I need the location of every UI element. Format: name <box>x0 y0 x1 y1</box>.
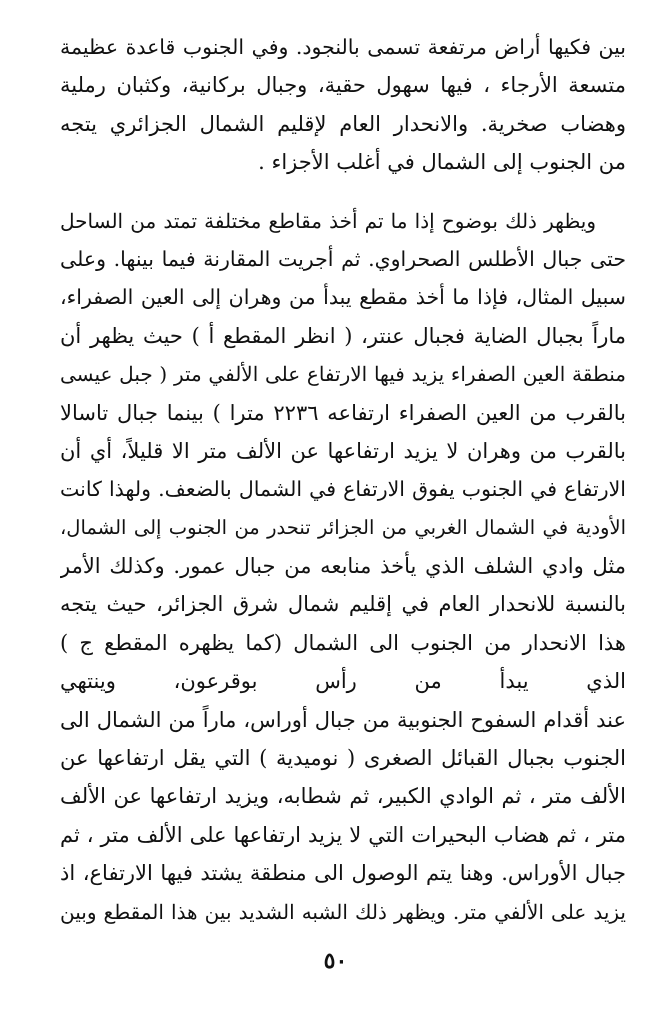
text-line: بالقرب من وهران لا يزيد ارتفاعها عن الألف متر الا قليلاً، أي أن <box>60 438 626 463</box>
paragraph-1 <box>60 28 626 182</box>
text-line: منطقة العين الصفراء يزيد فيها الارتفاع على الألفي متر ( جبل عيسى <box>60 362 626 387</box>
text-line: عند أقدام السفوح الجنوبية من جبال أوراس، ماراً من الشمال الى <box>60 707 626 732</box>
text-line: الذي يبدأ من رأس بوقرعون، وينتهي <box>60 669 626 694</box>
text-line: هذا الانحدار من الجنوب الى الشمال (كما يظهره المقطع ج ) <box>60 630 626 655</box>
text-line: مثل وادي الشلف الذي يأخذ منابعه من جبال عمور. وكذلك الأمر <box>60 554 626 579</box>
text-line: الجنوب بجبال القبائل الصغرى ( نوميدية ) التي يقل ارتفاعها عن <box>60 746 626 771</box>
document-page <box>60 28 626 988</box>
text-line: يزيد على الألفي متر. ويظهر ذلك الشبه الشديد بين هذا المقطع وبين <box>60 899 626 924</box>
text-line: من الجنوب إلى الشمال في أغلب الأجزاء . <box>258 150 626 175</box>
text-line: ويظهر ذلك بوضوح إذا ما تم أخذ مقاطع مختلفة تمتد من الساحل <box>60 208 596 233</box>
text-line: الارتفاع في الجنوب يفوق الارتفاع في الشمال بالضعف. ولهذا كانت <box>60 477 626 502</box>
text-line: بالنسبة للانحدار العام في إقليم شمال شرق الجزائر، حيث يتجه <box>60 592 626 617</box>
text-line: بين فكيها أراض مرتفعة تسمى بالنجود. وفي الجنوب قاعدة عظيمة <box>60 35 626 59</box>
text-line: سبيل المثال، فإذا ما أخذ مقطع يبدأ من وهران إلى العين الصفراء، <box>60 285 626 310</box>
text-line: متر ، ثم هضاب البحيرات التي لا يزيد ارتفاعها على الألف متر ، ثم <box>60 822 626 847</box>
text-line: حتى جبال الأطلس الصحراوي. ثم أجريت المقارنة فيما بينها. وعلى <box>60 246 626 271</box>
text-line: الأودية في الشمال الغربي من الجزائر تنحدر من الجنوب إلى الشمال، <box>60 515 626 539</box>
text-line: وهضاب صخرية. والانحدار العام لإقليم الشمال الجزائري يتجه <box>60 111 626 136</box>
text-line: جبال الأوراس. وهنا يتم الوصول الى منطقة يشتد فيها الارتفاع، اذ <box>60 861 626 886</box>
text-line: متسعة الأرجاء ، فيها سهول حقية، وجبال بركانية، وكثبان رملية <box>60 73 626 98</box>
paragraph-spacer <box>60 182 626 202</box>
text-line: ماراً بجبال الضاية فجبال عنتر، ( انظر المقطع أ ) حيث يظهر أن <box>60 323 626 348</box>
page-number: ٥٠ <box>323 948 348 974</box>
text-line: بالقرب من العين الصفراء ارتفاعه ٢٢٣٦ مترا ) بينما جبال تاسالا <box>60 400 626 425</box>
text-line: الألف متر ، ثم الوادي الكبير، ثم شطابه، ويزيد ارتفاعها عن الألف <box>60 784 626 809</box>
paragraph-2 <box>60 202 626 931</box>
